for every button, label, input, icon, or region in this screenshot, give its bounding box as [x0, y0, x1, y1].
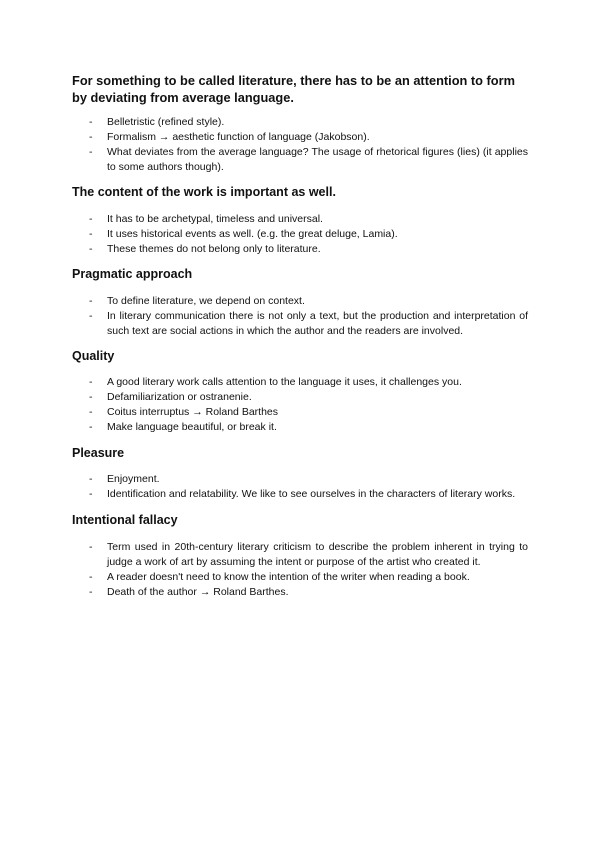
list-item	[72, 212, 528, 227]
list-item	[72, 420, 528, 435]
bullet-list	[72, 375, 528, 435]
section-pleasure	[72, 445, 528, 502]
list-item-text: Make language beautiful, or break it.	[107, 421, 277, 433]
list-item-text: Defamiliarization or ostranenie.	[107, 391, 252, 403]
list-item	[72, 390, 528, 405]
bullet-dash: -	[89, 116, 93, 128]
section-heading: For something to be called literature, there has to be an attention to form by deviating from average language.	[72, 73, 515, 105]
bullet-dash: -	[89, 146, 93, 158]
bullet-dash: -	[89, 391, 93, 403]
bullet-dash: -	[89, 243, 93, 255]
list-item-text: Death of the author → Roland Barthes.	[107, 586, 289, 598]
bullet-dash: -	[89, 131, 93, 143]
list-item-text: It uses historical events as well. (e.g. the great deluge, Lamia).	[107, 228, 398, 240]
section-heading: The content of the work is important as well.	[72, 185, 336, 199]
list-item-text: A reader doesn't need to know the intention of the writer when reading a book.	[107, 571, 470, 583]
section-content-of-work	[72, 184, 528, 257]
list-item-text: Enjoyment.	[107, 473, 160, 485]
bullet-dash: -	[89, 376, 93, 388]
list-item-text: To define literature, we depend on context.	[107, 295, 305, 307]
list-item	[72, 309, 528, 339]
bullet-list	[72, 294, 528, 339]
list-item	[72, 375, 528, 390]
list-item-text: Coitus interruptus → Roland Barthes	[107, 406, 278, 418]
bullet-dash: -	[89, 295, 93, 307]
list-item-text: What deviates from the average language? The usage of rhetorical figures (lies) (it applies to some authors though).	[107, 146, 528, 173]
section-quality	[72, 348, 528, 435]
list-item	[72, 242, 528, 257]
list-item	[72, 487, 528, 502]
list-item	[72, 540, 528, 570]
list-item	[72, 115, 528, 130]
bullet-dash: -	[89, 586, 93, 598]
list-item-text: Belletristic (refined style).	[107, 116, 225, 128]
bullet-dash: -	[89, 571, 93, 583]
section-heading: Pragmatic approach	[72, 267, 193, 281]
bullet-list	[72, 540, 528, 600]
bullet-dash: -	[89, 488, 93, 500]
list-item	[72, 145, 528, 175]
bullet-dash: -	[89, 213, 93, 225]
list-item-text: Formalism → aesthetic function of language (Jakobson).	[107, 131, 370, 143]
list-item	[72, 472, 528, 487]
list-item	[72, 130, 528, 145]
section-heading: Quality	[72, 349, 115, 363]
section-pragmatic-approach	[72, 266, 528, 339]
bullet-list	[72, 212, 528, 257]
bullet-list	[72, 115, 528, 175]
list-item	[72, 227, 528, 242]
section-literature-form	[72, 73, 528, 175]
bullet-dash: -	[89, 473, 93, 485]
bullet-dash: -	[89, 228, 93, 240]
list-item	[72, 294, 528, 309]
list-item	[72, 570, 528, 585]
list-item-text: These themes do not belong only to literature.	[107, 243, 321, 255]
bullet-dash: -	[89, 310, 93, 322]
bullet-list	[72, 472, 528, 502]
list-item-text: A good literary work calls attention to the language it uses, it challenges you.	[107, 376, 462, 388]
section-intentional-fallacy	[72, 512, 528, 600]
list-item	[72, 585, 528, 600]
list-item-text: Term used in 20th-century literary criticism to describe the problem inherent in trying to judge a work of art by assuming the intent or purpose of the artist who created it.	[107, 541, 528, 568]
section-heading: Pleasure	[72, 446, 125, 460]
bullet-dash: -	[89, 421, 93, 433]
list-item-text: In literary communication there is not only a text, but the production and interpretation of such text are social actions in which the author and the readers are involved.	[107, 310, 528, 337]
bullet-dash: -	[89, 541, 93, 553]
list-item-text: It has to be archetypal, timeless and universal.	[107, 213, 323, 225]
document-body	[72, 73, 528, 600]
list-item	[72, 405, 528, 420]
section-heading: Intentional fallacy	[72, 513, 178, 527]
bullet-dash: -	[89, 406, 93, 418]
list-item-text: Identification and relatability. We like to see ourselves in the characters of literary works.	[107, 488, 516, 500]
